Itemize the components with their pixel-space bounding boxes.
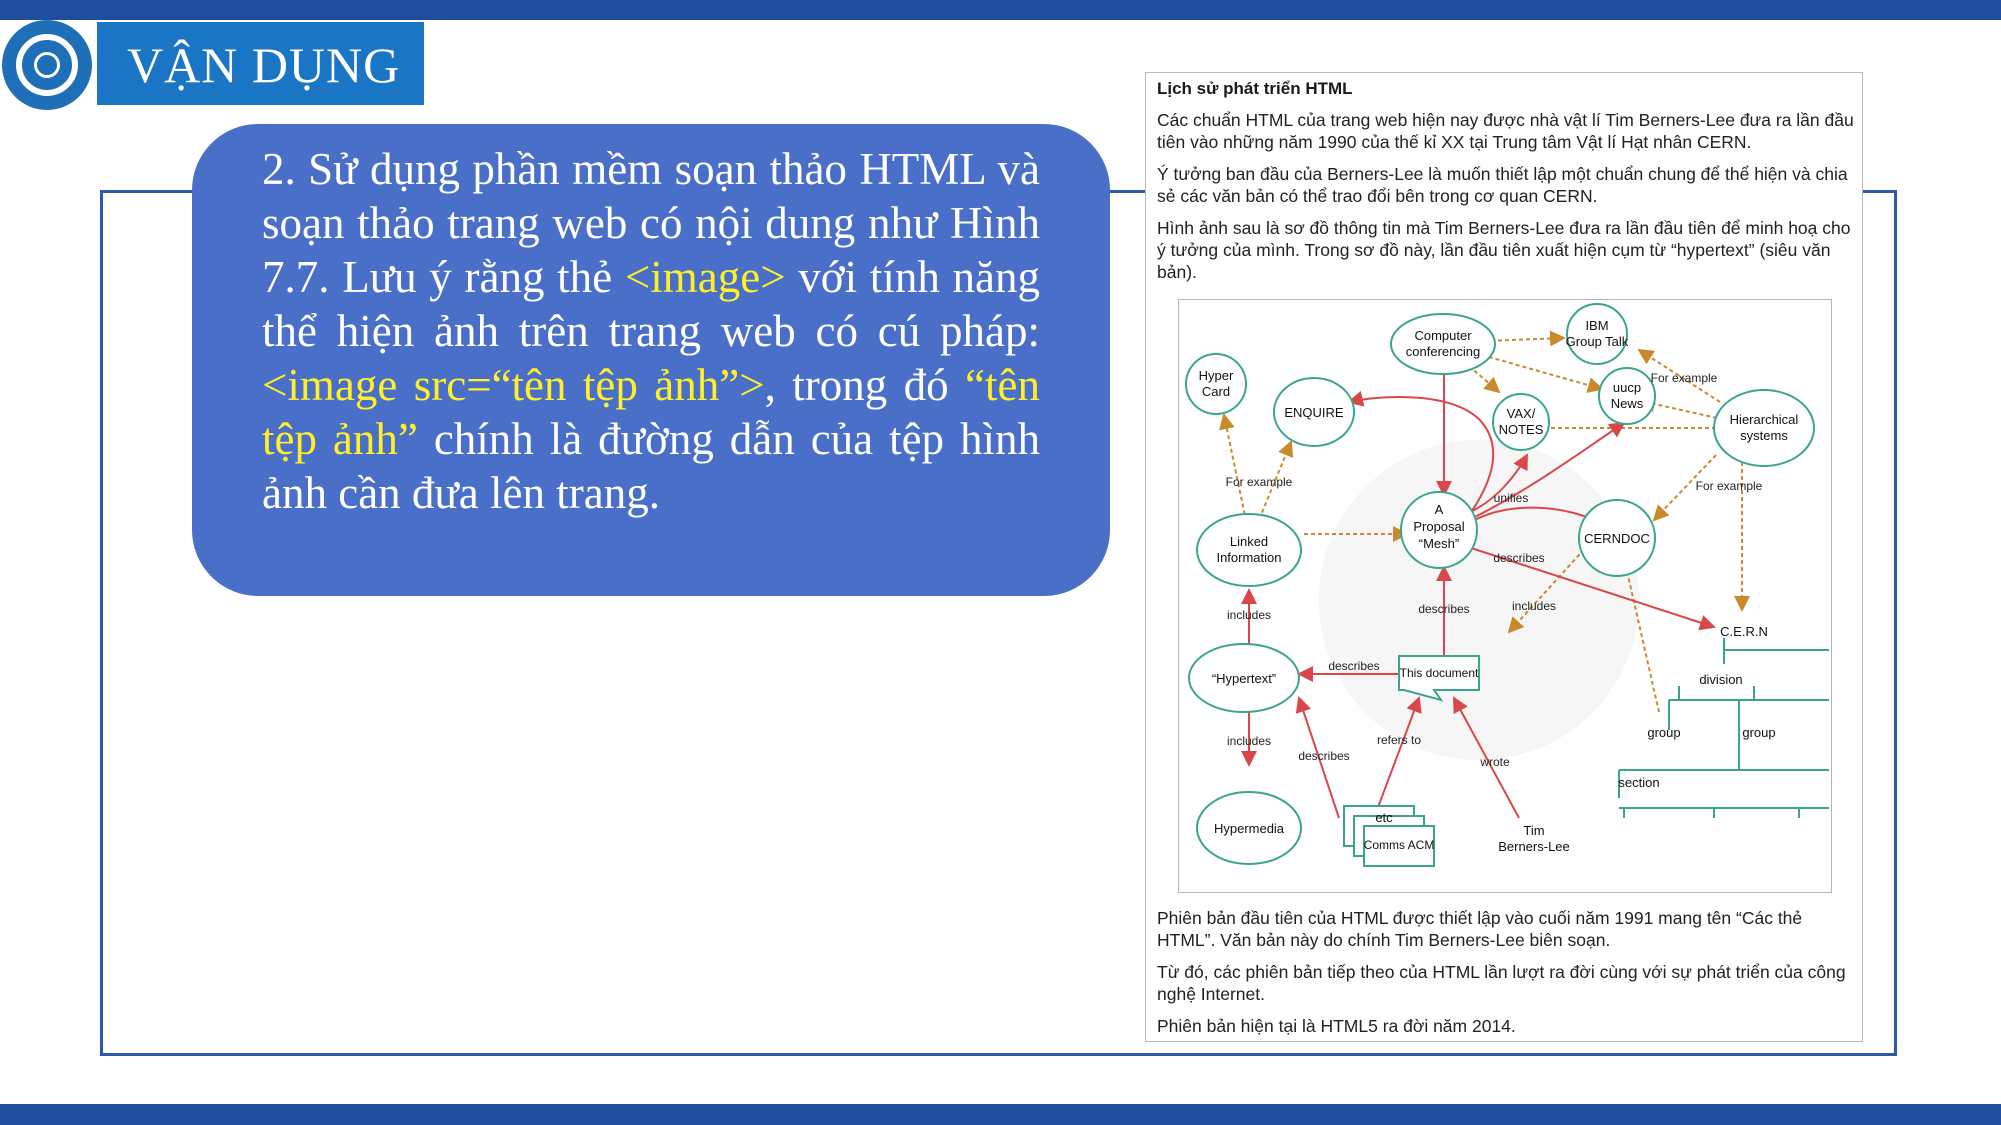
html-history-panel xyxy=(1145,72,1863,1042)
edge-label: describes xyxy=(1328,659,1380,673)
panel-paragraph-1: Các chuẩn HTML của trang web hiện nay được nhà vật lí Tim Berners-Lee đưa ra lần đầu tiên vào những năm 1990 của thế kỉ XX tại Trung tâm Vật lí Hạt nhân CERN. xyxy=(1157,110,1854,152)
node-label: Tim xyxy=(1523,823,1545,838)
node-label: A xyxy=(1434,502,1444,517)
edge-label: describes xyxy=(1493,551,1545,565)
node-label: Berners-Lee xyxy=(1498,839,1570,854)
top-bar xyxy=(0,0,2001,20)
node-label: ENQUIRE xyxy=(1284,405,1344,420)
node-label: Card xyxy=(1201,384,1231,399)
node-label: Linked xyxy=(1229,534,1269,549)
node-label: “Mesh” xyxy=(1418,536,1460,551)
node-label: Hyper xyxy=(1198,368,1234,383)
edge-label: For example xyxy=(1695,479,1763,493)
edge-conf-vax xyxy=(1469,366,1499,392)
edge-label: unifies xyxy=(1493,491,1529,505)
task-text-part: chính là đường dẫn của tệp hình ảnh cần đưa lên trang. xyxy=(262,414,1040,518)
panel-paragraph-5: Từ đó, các phiên bản tiếp theo của HTML lần lượt ra đời cùng với sự phát triển của công nghệ Internet. xyxy=(1157,962,1846,1004)
node-label: Computer xyxy=(1414,328,1472,343)
hypertext-diagram xyxy=(1178,299,1832,893)
node-label: systems xyxy=(1740,428,1788,443)
bottom-bar xyxy=(0,1104,2001,1125)
node-label: CERNDOC xyxy=(1584,531,1650,546)
task-text xyxy=(262,142,1040,520)
node-label: Information xyxy=(1216,550,1282,565)
node-label: Hierarchical xyxy=(1729,412,1799,427)
node-label: conferencing xyxy=(1405,344,1481,359)
panel-paragraph-3: Hình ảnh sau là sơ đồ thông tin mà Tim Berners-Lee đưa ra lần đầu tiên để minh hoạ cho ý tưởng của mình. Trong sơ đồ này, lần đầu tiên xuất hiện cụm từ “hypertext” (siêu văn bản). xyxy=(1157,218,1851,282)
task-highlight-syntax: <image src=“tên tệp ảnh”> xyxy=(262,360,765,410)
edge-label: describes xyxy=(1298,749,1350,763)
task-text-part: 2. Sử dụng phần mềm soạn thảo HTML và soạn thảo trang web có nội dung như Hình 7.7. Lưu ý rằng thẻ xyxy=(262,144,1040,302)
edge-label: wrote xyxy=(1480,755,1510,769)
task-highlight-filename: “tên tệp ảnh” xyxy=(262,360,1040,464)
panel-paragraph-6: Phiên bản hiện tại là HTML5 ra đời năm 2014. xyxy=(1157,1016,1516,1036)
edge-label: refers to xyxy=(1376,733,1422,747)
edge-label: For example xyxy=(1650,371,1718,385)
node-label: group xyxy=(1742,725,1776,740)
gear-logo-icon xyxy=(2,20,92,110)
node-label: IBM xyxy=(1585,318,1609,333)
node-label: News xyxy=(1610,396,1644,411)
section-heading-text: VẬN DỤNG xyxy=(127,37,401,93)
panel-title: Lịch sử phát triển HTML xyxy=(1157,79,1353,98)
task-text-part: , trong đó xyxy=(764,360,966,410)
edge-label: describes xyxy=(1418,602,1470,616)
task-highlight-image-tag: <image> xyxy=(624,252,786,302)
node-label: Comms ACM xyxy=(1363,838,1435,852)
node-label: C.E.R.N xyxy=(1720,624,1768,639)
node-label: NOTES xyxy=(1498,422,1544,437)
task-text-part: với tính năng thể hiện ảnh trên trang web có cú pháp: xyxy=(262,252,1041,356)
node-label: VAX/ xyxy=(1506,406,1536,421)
node-label: uucp xyxy=(1612,380,1642,395)
node-label: Proposal xyxy=(1413,519,1465,534)
section-heading xyxy=(97,22,424,105)
panel-paragraph-4: Phiên bản đầu tiên của HTML được thiết lập vào cuối năm 1991 mang tên “Các thẻ HTML”. Văn bản này do chính Tim Berners-Lee biên soạn. xyxy=(1157,908,1803,950)
edge-label: For example xyxy=(1225,475,1293,489)
panel-paragraph-2: Ý tưởng ban đầu của Berners-Lee là muốn thiết lập một chuẩn chung để thể hiện và chia sẻ các văn bản có thể trao đổi bên trong cơ quan CERN. xyxy=(1157,164,1848,206)
edge-label: includes xyxy=(1511,599,1557,613)
edge-conf-ibm xyxy=(1484,338,1564,341)
edge-label: includes xyxy=(1226,608,1272,622)
node-label: This document xyxy=(1399,666,1479,680)
node-label: section xyxy=(1618,775,1660,790)
node-label: Hypermedia xyxy=(1213,821,1285,836)
edge-label: includes xyxy=(1226,734,1272,748)
node-label: etc xyxy=(1375,810,1393,825)
node-label: “Hypertext” xyxy=(1211,671,1277,686)
node-label: division xyxy=(1699,672,1743,687)
node-label: group xyxy=(1647,725,1681,740)
node-label: Group Talk xyxy=(1565,334,1629,349)
